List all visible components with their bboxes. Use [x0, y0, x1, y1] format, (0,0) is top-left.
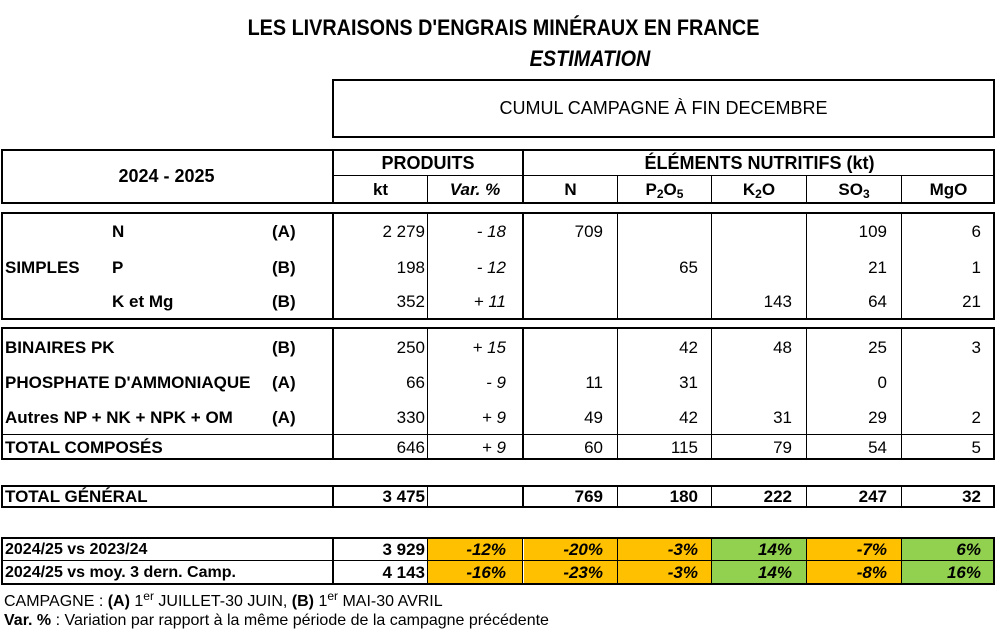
- cell-k2o: 79: [773, 438, 792, 457]
- comparison-label: 2024/25 vs moy. 3 dern. Camp.: [5, 564, 236, 581]
- row-label: BINAIRES PK: [5, 338, 115, 357]
- cell-kt: 3 929: [382, 540, 425, 559]
- cell-mgo: 21: [962, 292, 981, 311]
- campaign-code: (A): [272, 222, 296, 241]
- cell-k2o: 14%: [757, 540, 792, 559]
- var-header: Var. %: [449, 180, 501, 199]
- cell-p2o5: -3%: [667, 563, 698, 582]
- cell-so3: 21: [868, 258, 887, 277]
- cell-n: 49: [584, 408, 603, 427]
- cell-mgo: 2: [971, 408, 981, 427]
- cell-k2o: 222: [763, 487, 792, 506]
- produits-header: PRODUITS: [381, 153, 475, 173]
- cell-kt: 352: [396, 292, 425, 311]
- cell-var: + 9: [481, 408, 506, 427]
- cell-mgo: 6%: [956, 540, 981, 559]
- row-label: N: [112, 222, 125, 241]
- period-label: CUMUL CAMPAGNE À FIN DECEMBRE: [499, 98, 828, 118]
- cell-n: 709: [574, 222, 603, 241]
- cell-n: 769: [574, 487, 603, 506]
- cell-mgo: 6: [971, 222, 981, 241]
- cell-k2o: 48: [773, 338, 792, 357]
- cell-n: 60: [584, 438, 603, 457]
- cell-mgo: 1: [971, 258, 981, 277]
- cell-k2o: 14%: [757, 563, 792, 582]
- cell-so3: 0: [877, 373, 887, 392]
- elements-header: ÉLÉMENTS NUTRITIFS (kt): [644, 153, 875, 173]
- campaign-code: (B): [272, 338, 296, 357]
- cell-kt: 4 143: [382, 563, 425, 582]
- footer-var-note: Var. % : Variation par rapport à la même période de la campagne précédente: [4, 612, 549, 629]
- kt-header: kt: [372, 180, 389, 199]
- cell-mgo: 16%: [946, 563, 981, 582]
- k2o-header: $K_2O$: [742, 180, 776, 201]
- so3-header: $SO_3$: [838, 180, 870, 201]
- campaign-code: (B): [272, 292, 296, 311]
- cell-var: - 9: [486, 373, 506, 392]
- cell-so3: 29: [868, 408, 887, 427]
- cell-kt: 198: [396, 258, 425, 277]
- cell-p2o5: 115: [670, 438, 698, 457]
- cell-var: -12%: [466, 540, 506, 559]
- cell-kt: 330: [396, 408, 425, 427]
- cell-so3: 109: [858, 222, 887, 241]
- cell-so3: 25: [868, 338, 887, 357]
- row-label: PHOSPHATE D'AMMONIAQUE: [5, 373, 251, 392]
- cell-mgo: 32: [962, 487, 981, 506]
- row-label: Autres NP + NK + NPK + OM: [5, 408, 233, 427]
- footer-campagne: CAMPAGNE : (A) 1er JUILLET-30 JUIN, (B) 1er MAI-30 AVRIL: [4, 589, 443, 610]
- cell-var: + 11: [473, 292, 506, 311]
- cell-so3: 54: [868, 438, 887, 457]
- row-label: P: [112, 258, 124, 277]
- report-title: LES LIVRAISONS D'ENGRAIS MINÉRAUX EN FRANCE: [247, 15, 760, 40]
- cell-mgo: 3: [971, 338, 981, 357]
- cell-var: - 18: [476, 222, 506, 241]
- cell-var: + 9: [481, 438, 506, 457]
- row-label: TOTAL COMPOSÉS: [5, 438, 163, 457]
- row-label: TOTAL GÉNÉRAL: [5, 487, 148, 506]
- p2o5-header: $P_2O_5$: [645, 180, 684, 201]
- simples-group-label: SIMPLES: [5, 258, 80, 277]
- n-header: N: [564, 180, 577, 199]
- cell-p2o5: -3%: [667, 540, 698, 559]
- cell-p2o5: 31: [679, 373, 698, 392]
- cell-kt: 646: [396, 438, 425, 457]
- cell-kt: 66: [406, 373, 425, 392]
- cell-k2o: 143: [763, 292, 792, 311]
- cell-p2o5: 65: [679, 258, 698, 277]
- cell-var: + 15: [472, 338, 506, 357]
- cell-so3: -7%: [856, 540, 887, 559]
- cell-kt: 2 279: [382, 222, 425, 241]
- campaign-code: (A): [272, 373, 296, 392]
- cell-so3: -8%: [856, 563, 887, 582]
- cell-p2o5: 42: [679, 408, 698, 427]
- cell-p2o5: 42: [679, 338, 698, 357]
- cell-var: - 12: [476, 258, 506, 277]
- cell-kt: 3 475: [382, 487, 425, 506]
- report-subtitle: ESTIMATION: [529, 46, 651, 71]
- cell-n: -20%: [563, 540, 603, 559]
- season-label: 2024 - 2025: [118, 166, 215, 186]
- cell-n: -23%: [563, 563, 603, 582]
- row-label: K et Mg: [112, 292, 174, 311]
- campaign-code: (A): [272, 408, 296, 427]
- cell-so3: 64: [868, 292, 887, 311]
- cell-mgo: 5: [971, 438, 981, 457]
- cell-kt: 250: [396, 338, 425, 357]
- cell-n: 11: [585, 373, 603, 392]
- cell-k2o: 31: [773, 408, 792, 427]
- cell-so3: 247: [858, 487, 887, 506]
- mgo-header: MgO: [929, 180, 968, 199]
- comparison-block: [1, 537, 995, 585]
- campaign-code: (B): [272, 258, 296, 277]
- cell-var: -16%: [466, 563, 506, 582]
- cell-p2o5: 180: [669, 487, 698, 506]
- comparison-label: 2024/25 vs 2023/24: [5, 541, 148, 558]
